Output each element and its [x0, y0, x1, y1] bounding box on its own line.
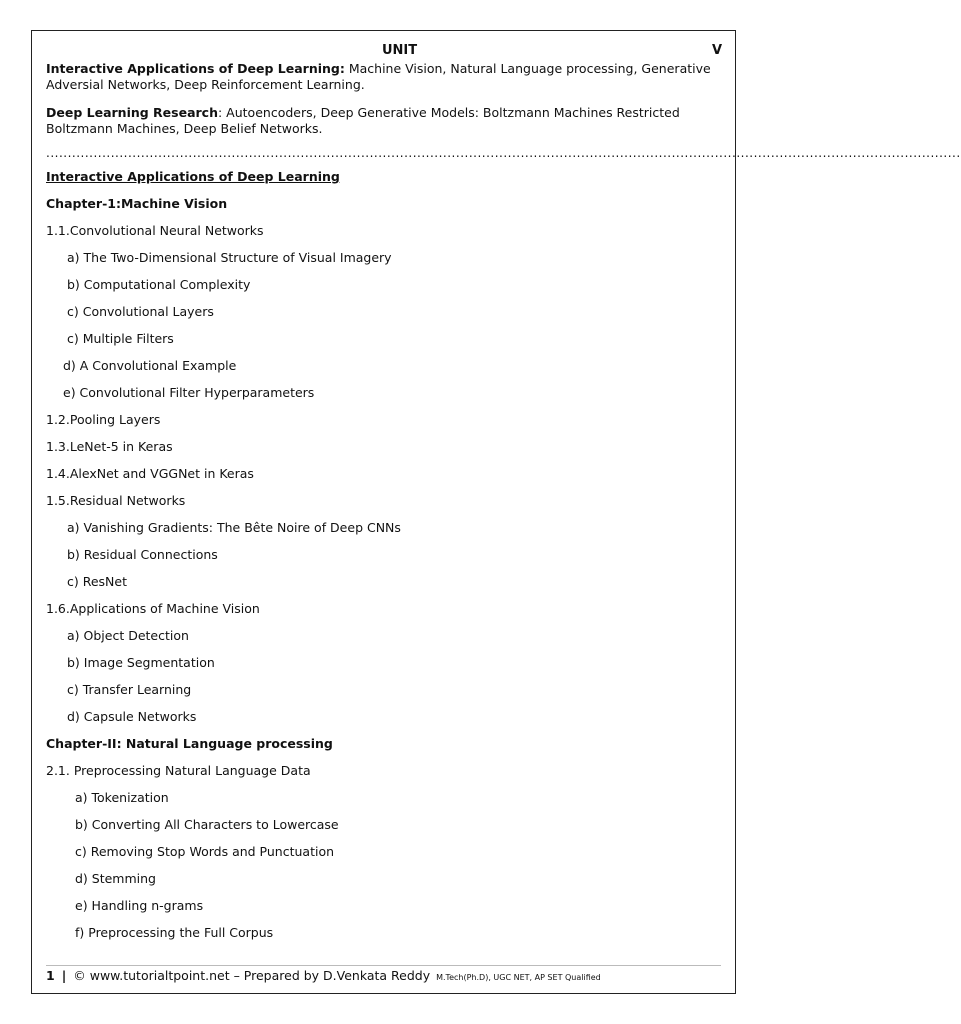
toc-subitem: e) Convolutional Filter Hyperparameters	[63, 385, 315, 400]
toc-subitem: c) Transfer Learning	[67, 682, 192, 697]
toc-item: 1.6.Applications of Machine Vision	[46, 601, 260, 616]
toc-subitem: b) Computational Complexity	[67, 277, 251, 292]
toc-subitem: a) Vanishing Gradients: The Bête Noire of Deep CNNs	[67, 520, 401, 535]
toc-item: 1.4.AlexNet and VGGNet in Keras	[46, 466, 254, 481]
page-number: 1	[46, 968, 55, 983]
intro-applications-text: Machine Vision, Natural Language processing, Generative Adversial Networks, Deep Reinforcement Learning.	[46, 61, 711, 92]
toc-subitem: e) Handling n-grams	[75, 898, 204, 913]
table-of-contents	[46, 163, 722, 946]
footer-separator: |	[61, 968, 67, 983]
toc-subitem: d) Capsule Networks	[67, 709, 197, 724]
toc-subitem: f) Preprocessing the Full Corpus	[75, 925, 274, 940]
toc-subitem: b) Converting All Characters to Lowercase	[75, 817, 339, 832]
intro-applications-label: Interactive Applications of Deep Learning:	[46, 61, 345, 76]
toc-subitem: b) Residual Connections	[67, 547, 218, 562]
chapter-1-heading: Chapter-1:Machine Vision	[46, 196, 228, 211]
toc-subitem: c) Removing Stop Words and Punctuation	[75, 844, 335, 859]
intro-paragraph-research	[46, 105, 722, 137]
footer-qualifications: M.Tech(Ph.D), UGC NET, AP SET Qualified	[436, 973, 601, 982]
section-title: Interactive Applications of Deep Learning	[46, 169, 340, 184]
dotted-separator: ....................................................................................................................................................................................................................	[46, 146, 961, 160]
page-content	[46, 43, 961, 946]
toc-item: 1.5.Residual Networks	[46, 493, 186, 508]
toc-subitem: a) The Two-Dimensional Structure of Visual Imagery	[67, 250, 392, 265]
toc-subitem: c) Multiple Filters	[67, 331, 174, 346]
footer-text: www.tutorialtpoint.net – Prepared by D.Venkata Reddy	[85, 968, 431, 983]
toc-item: 1.2.Pooling Layers	[46, 412, 161, 427]
toc-subitem: c) ResNet	[67, 574, 127, 589]
toc-subitem: c) Convolutional Layers	[67, 304, 214, 319]
copyright-icon: ©	[73, 968, 86, 983]
toc-subitem: a) Tokenization	[75, 790, 169, 805]
page-footer	[46, 965, 721, 988]
intro-paragraph-applications	[46, 61, 722, 93]
toc-item: 2.1. Preprocessing Natural Language Data	[46, 763, 311, 778]
toc-subitem: a) Object Detection	[67, 628, 189, 643]
unit-number: V	[711, 43, 722, 58]
toc-subitem: b) Image Segmentation	[67, 655, 215, 670]
unit-label: UNIT	[382, 43, 418, 58]
chapter-2-heading: Chapter-II: Natural Language processing	[46, 736, 333, 751]
toc-subitem: d) Stemming	[75, 871, 156, 886]
page-frame	[31, 30, 961, 994]
unit-header	[46, 43, 722, 61]
intro-research-text: : Autoencoders, Deep Generative Models: Boltzmann Machines Restricted Boltzmann Machines, Deep Belief Networks.	[46, 105, 680, 136]
toc-item: 1.3.LeNet-5 in Keras	[46, 439, 173, 454]
intro-research-label: Deep Learning Research	[46, 105, 218, 120]
toc-item: 1.1.Convolutional Neural Networks	[46, 223, 264, 238]
toc-subitem: d) A Convolutional Example	[63, 358, 237, 373]
